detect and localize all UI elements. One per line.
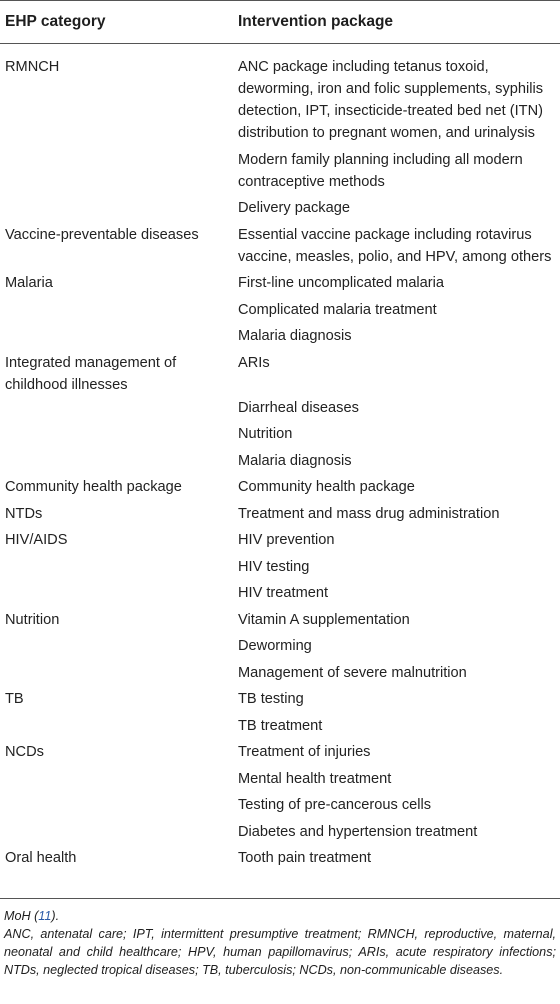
intervention-cell: Testing of pre-cancerous cells — [238, 797, 432, 813]
intervention-cell: First-line uncomplicated malaria — [238, 275, 445, 291]
category-cell: Nutrition — [5, 611, 60, 628]
table-row — [0, 526, 560, 606]
intervention-cell: HIV prevention — [238, 532, 335, 548]
intervention-cell: Diabetes and hypertension treatment — [238, 823, 478, 840]
table-row — [0, 221, 560, 270]
intervention-list — [230, 349, 560, 474]
intervention-cell: Vitamin A supplementation — [238, 611, 410, 628]
intervention-list — [230, 606, 560, 686]
table-row — [0, 685, 560, 738]
intervention-cell: Treatment of injuries — [238, 744, 371, 760]
intervention-cell: TB testing — [238, 691, 304, 707]
intervention-list — [230, 53, 560, 221]
category-cell: Community health package — [5, 479, 182, 495]
intervention-cell: Tooth pain treatment — [238, 850, 372, 866]
category-cell: NCDs — [5, 744, 44, 760]
category-cell: RMNCH — [5, 59, 60, 75]
category-cell: Malaria — [5, 275, 53, 291]
column-header-category: EHP category — [5, 13, 106, 30]
intervention-cell: Mental health treatment — [238, 770, 392, 787]
intervention-cell: Treatment and mass drug administration — [238, 505, 500, 522]
intervention-list — [230, 473, 560, 500]
table-row — [0, 349, 560, 474]
intervention-cell: Nutrition — [238, 426, 293, 442]
table-footnote — [0, 898, 560, 979]
intervention-list — [230, 526, 560, 606]
intervention-list — [230, 685, 560, 738]
source-suffix: ). — [51, 909, 60, 923]
table-header — [0, 0, 560, 44]
table-row — [0, 738, 560, 844]
table-row — [0, 269, 560, 349]
intervention-list — [230, 221, 560, 270]
column-header-intervention: Intervention package — [238, 13, 394, 30]
abbreviations-note: ANC, antenatal care; IPT, intermittent presumptive treatment; RMNCH, reproductive, maternal, neonatal and child healthcare; HPV, human papillomavirus; ARIs, acute respiratory infections; NTDs, neglected tropical diseases; TB, tuberculosis; NCDs, non-communicable diseases. — [4, 927, 556, 977]
table-row — [0, 500, 560, 527]
intervention-cell: ARIs — [238, 354, 270, 371]
table-row — [0, 473, 560, 500]
category-cell: TB — [5, 691, 24, 707]
category-cell: Vaccine-preventable diseases — [5, 226, 199, 243]
source-note — [0, 907, 560, 925]
source-prefix: MoH ( — [4, 909, 39, 923]
category-cell: NTDs — [5, 505, 43, 522]
intervention-cell: Delivery package — [238, 200, 350, 216]
table-body — [0, 44, 560, 871]
intervention-cell: Malaria diagnosis — [238, 452, 352, 469]
intervention-list — [230, 500, 560, 527]
intervention-list — [230, 269, 560, 349]
intervention-list — [230, 844, 560, 871]
intervention-cell: Malaria diagnosis — [238, 328, 352, 344]
intervention-cell: Complicated malaria treatment — [238, 301, 437, 318]
table-row — [0, 844, 560, 871]
table-row — [0, 53, 560, 221]
intervention-cell: ANC package including tetanus toxoid, deworming, iron and folic supplements, syphilis detection, IPT, insecticide-treated bed net (ITN) distribution to pregnant women, and urinalysis — [238, 59, 543, 141]
intervention-cell: Community health package — [238, 479, 415, 495]
intervention-cell: Diarrheal diseases — [238, 399, 359, 416]
intervention-cell: TB treatment — [238, 717, 323, 734]
intervention-cell: Management of severe malnutrition — [238, 664, 467, 681]
category-cell: Integrated management of childhood illnesses — [5, 354, 177, 393]
intervention-cell: Modern family planning including all modern contraceptive methods — [238, 151, 523, 190]
intervention-cell: HIV testing — [238, 558, 310, 575]
category-cell: Oral health — [5, 850, 77, 866]
intervention-list — [230, 738, 560, 844]
category-cell: HIV/AIDS — [5, 532, 68, 548]
table-row — [0, 606, 560, 686]
intervention-cell: HIV treatment — [238, 585, 329, 601]
intervention-cell: Essential vaccine package including rotavirus vaccine, measles, polio, and HPV, among others — [238, 226, 552, 265]
intervention-cell: Deworming — [238, 638, 312, 654]
reference-link[interactable]: 11 — [38, 909, 52, 923]
